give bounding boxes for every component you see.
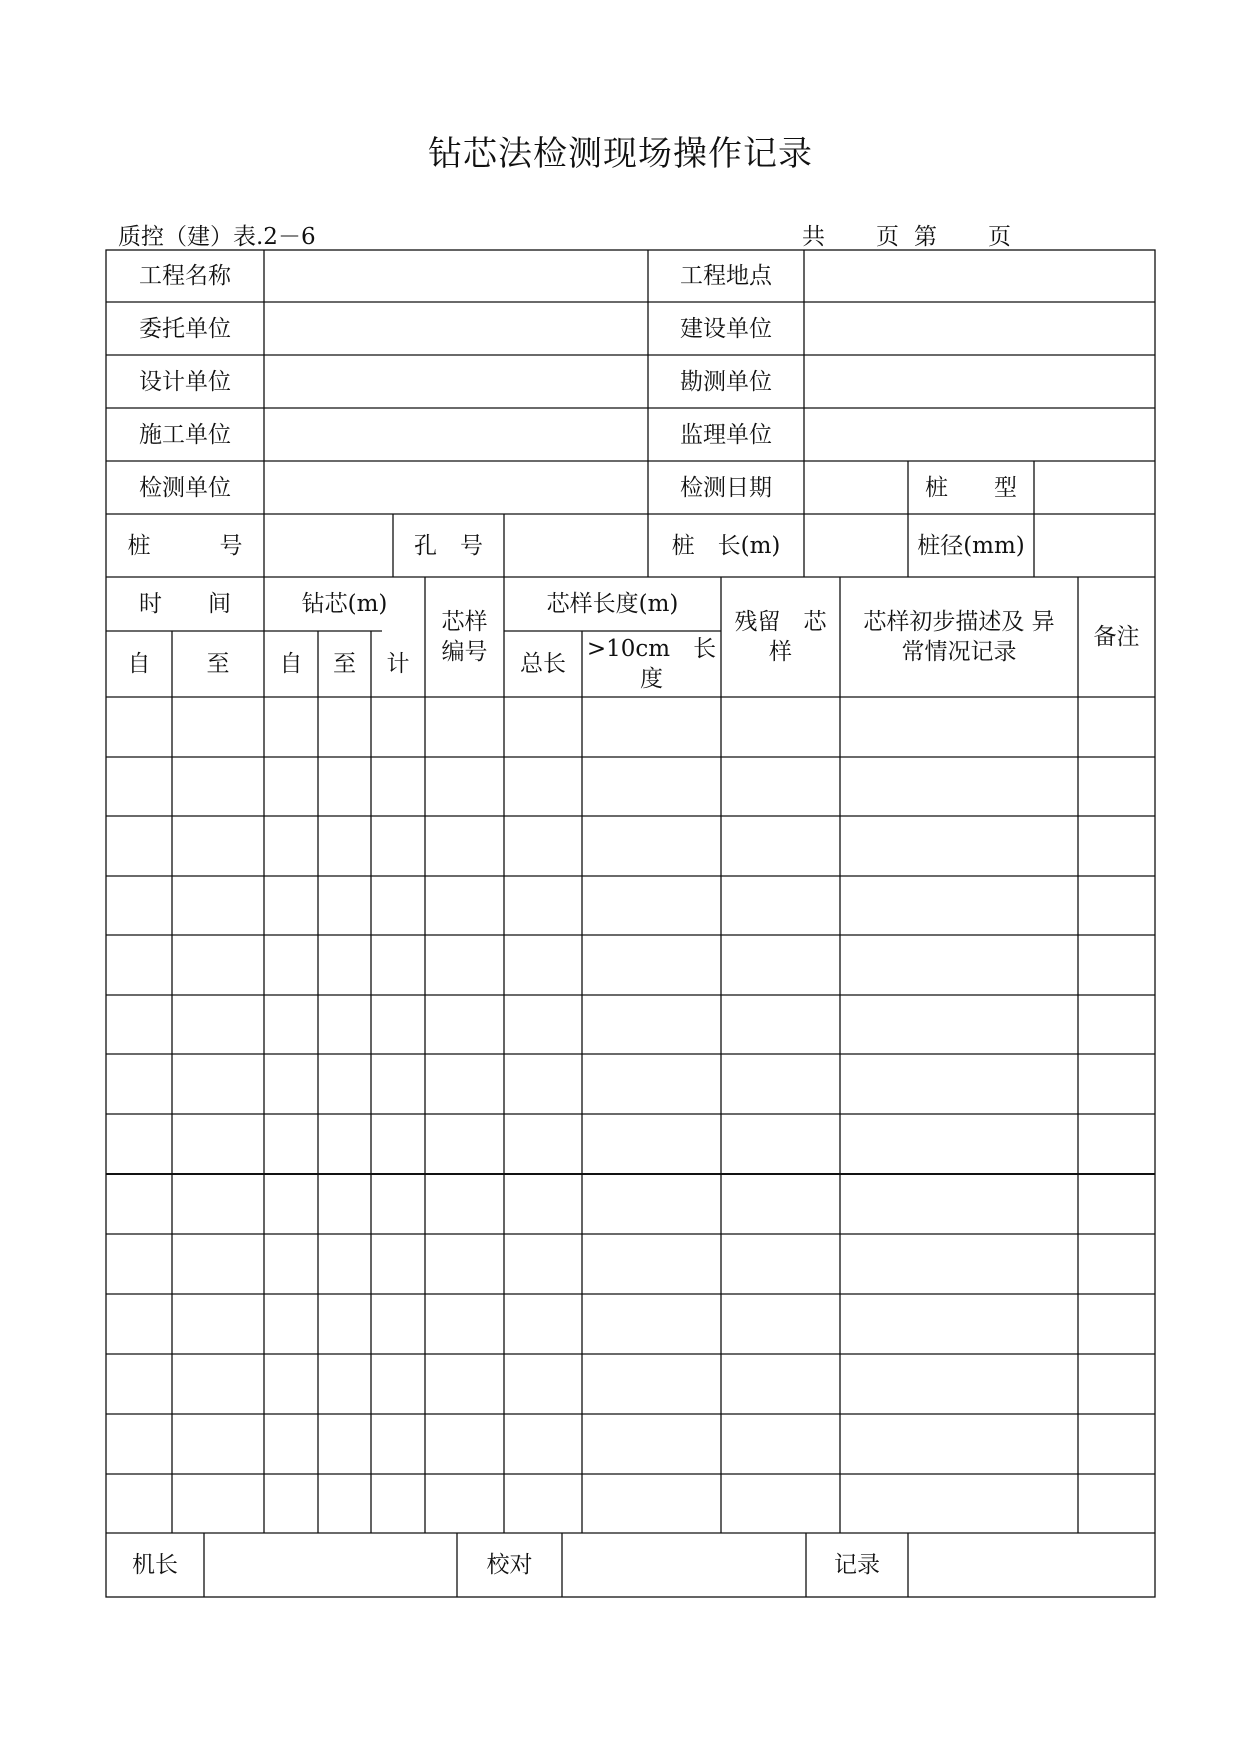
label-designer: 设计单位	[139, 368, 231, 395]
header-gt10cm-length: >10cm 长 度	[586, 636, 717, 692]
footer-recorder-label: 记录	[834, 1552, 880, 1578]
header-drill-from: 自	[279, 651, 303, 677]
label-supervisor: 监理单位	[680, 421, 772, 448]
label-testing-unit: 检测单位	[139, 474, 231, 501]
page-unit-label-2: 页	[988, 224, 1011, 250]
page-nth-label: 第	[914, 224, 937, 250]
label-hole-no: 孔 号	[414, 532, 483, 559]
label-project-site: 工程地点	[680, 263, 772, 289]
header-core-length: 芯样长度(m)	[546, 591, 679, 617]
header-time-to: 至	[206, 651, 230, 677]
page-title: 钻芯法检测现场操作记录	[428, 134, 813, 174]
footer-operator-label: 机长	[132, 1552, 178, 1578]
header-time: 时 间	[139, 591, 231, 617]
header-remark: 备注	[1093, 624, 1140, 650]
label-constructor: 施工单位	[139, 421, 231, 448]
header-core-description: 芯样初步描述及 异 常情况记录	[863, 609, 1055, 665]
label-project-name: 工程名称	[139, 263, 231, 289]
page-unit-label: 页	[876, 224, 899, 250]
label-client: 委托单位	[139, 315, 231, 342]
header-drill-total: 计	[386, 651, 410, 677]
label-pile-no: 桩 号	[127, 532, 243, 559]
form-code: 质控（建）表.2－6	[118, 224, 316, 250]
label-pile-type: 桩 型	[925, 474, 1017, 501]
label-pile-diameter: 桩径(mm)	[917, 532, 1025, 559]
header-drill: 钻芯(m)	[301, 591, 388, 617]
footer-checker-label: 校对	[486, 1552, 533, 1578]
label-test-date: 检测日期	[680, 474, 772, 501]
header-drill-to: 至	[333, 651, 356, 677]
header-total-length: 总长	[520, 651, 566, 677]
label-pile-length: 桩 长(m)	[671, 532, 781, 559]
label-owner: 建设单位	[680, 315, 772, 342]
page-total-label: 共	[802, 224, 825, 250]
header-sample-no: 芯样 编号	[441, 609, 488, 665]
label-surveyor: 勘测单位	[680, 368, 772, 395]
header-time-from: 自	[127, 651, 151, 677]
header-residual-core: 残留 芯 样	[734, 609, 827, 665]
